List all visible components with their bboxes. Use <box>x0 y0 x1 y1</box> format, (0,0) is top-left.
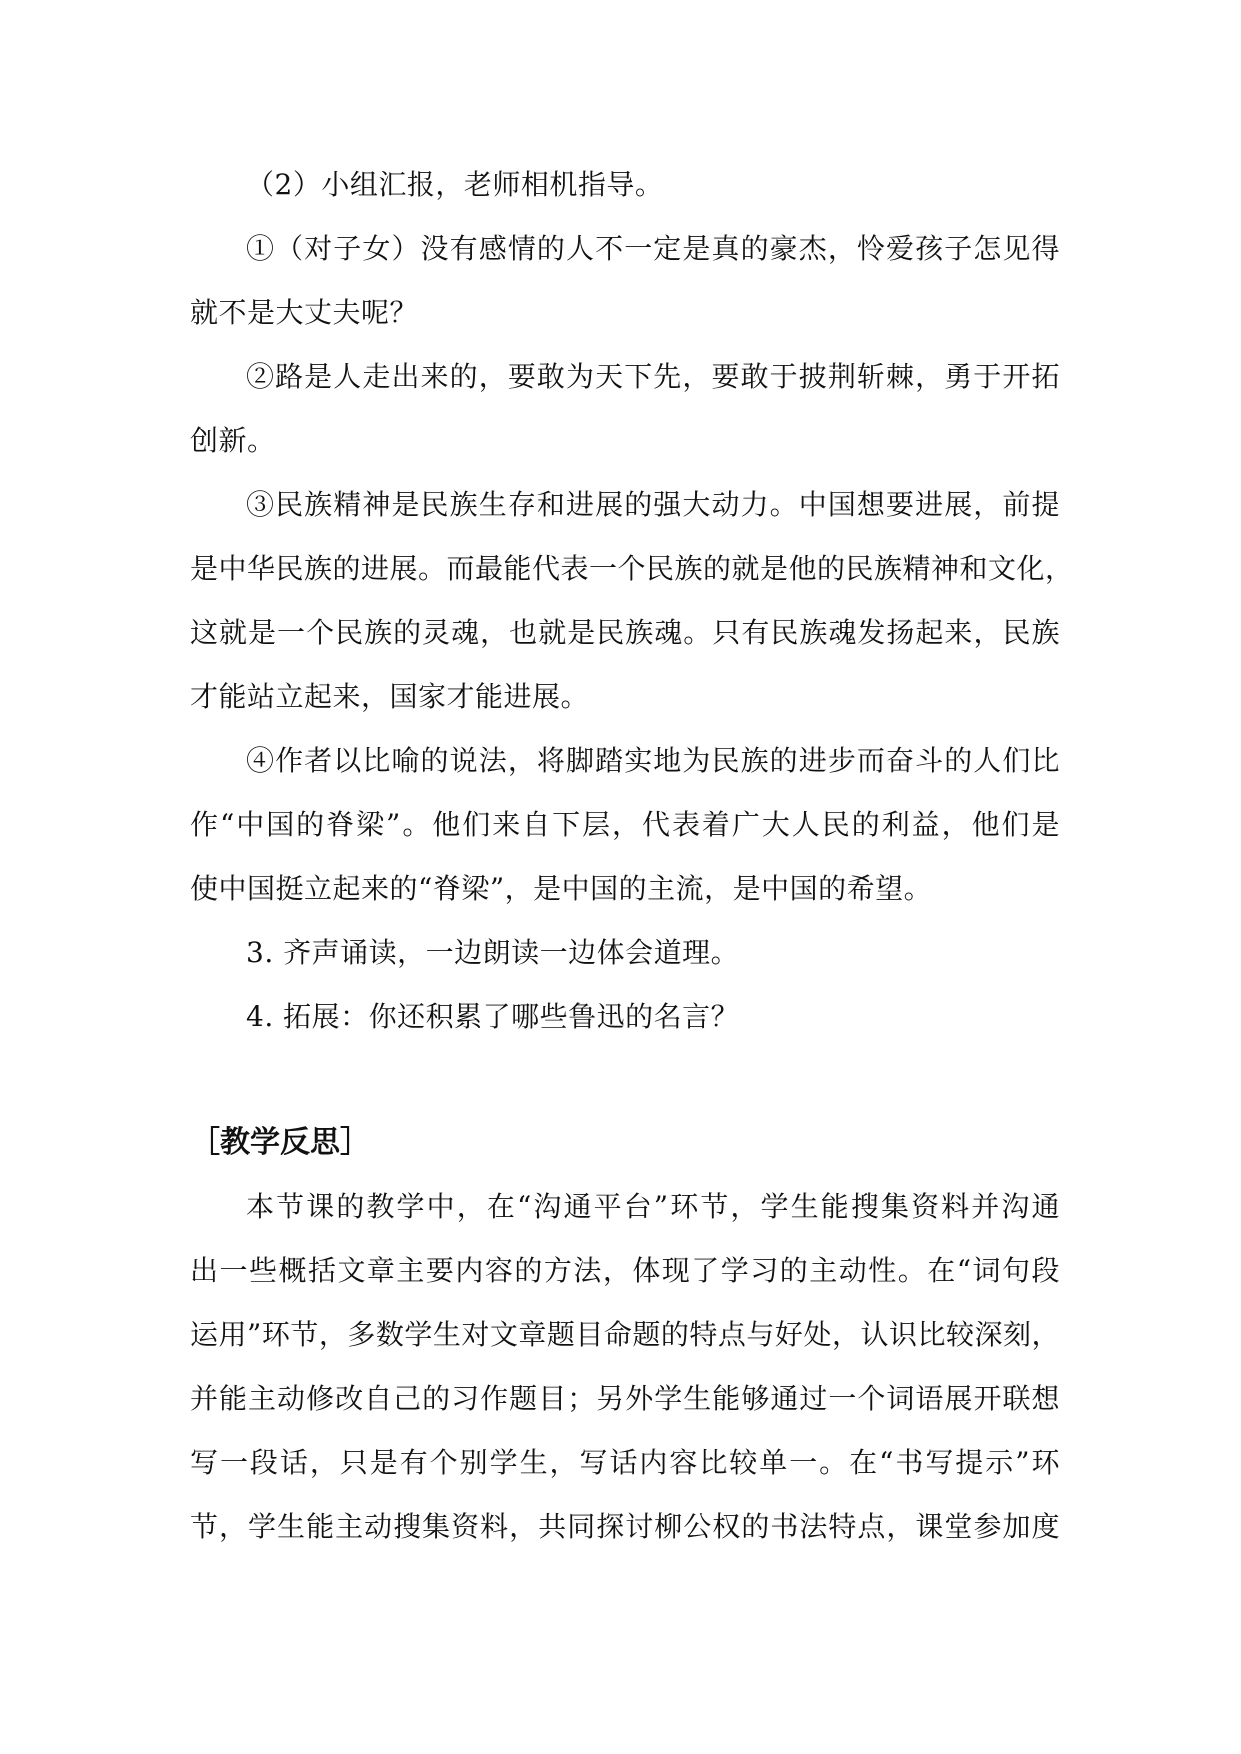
text-line-point-4: ④作者以比喻的说法，将脚踏实地为民族的进步而奋斗的人们比 <box>246 744 1060 777</box>
reflection-line-6: 节，学生能主动搜集资料，共同探讨柳公权的书法特点，课堂参加度 <box>190 1510 1060 1543</box>
text-line-point-3: ③民族精神是民族生存和进展的强大动力。中国想要进展，前提 <box>246 488 1060 521</box>
reflection-line-5: 写一段话，只是有个别学生，写话内容比较单一。在“书写提示”环 <box>190 1446 1060 1479</box>
text-line-point-4-cont-2: 使中国挺立起来的“脊梁”，是中国的主流，是中国的希望。 <box>190 872 933 905</box>
text-line-point-1: ①（对子女）没有感情的人不一定是真的豪杰，怜爱孩子怎见得 <box>246 232 1060 265</box>
text-line-point-3-cont-3: 才能站立起来，国家才能进展。 <box>190 680 590 713</box>
text-line-point-3-cont-1: 是中华民族的进展。而最能代表一个民族的就是他的民族精神和文化， <box>190 552 1074 585</box>
section-heading-reflection: ［教学反思］ <box>190 1125 370 1160</box>
text-line-step-3: 3. 齐声诵读，一边朗读一边体会道理。 <box>246 936 740 969</box>
text-line-group-report: （2）小组汇报，老师相机指导。 <box>246 168 664 201</box>
text-line-step-4: 4. 拓展：你还积累了哪些鲁迅的名言？ <box>246 1000 740 1033</box>
text-line-point-2: ②路是人走出来的，要敢为天下先，要敢于披荆斩棘，勇于开拓 <box>246 360 1060 393</box>
text-line-point-2-cont: 创新。 <box>190 424 276 457</box>
text-line-point-1-cont: 就不是大丈夫呢？ <box>190 296 419 329</box>
text-line-point-4-cont-1: 作“中国的脊梁”。他们来自下层，代表着广大人民的利益，他们是 <box>190 808 1060 841</box>
text-line-point-3-cont-2: 这就是一个民族的灵魂，也就是民族魂。只有民族魂发扬起来，民族 <box>190 616 1060 649</box>
reflection-line-3: 运用”环节，多数学生对文章题目命题的特点与好处，认识比较深刻， <box>190 1318 1060 1351</box>
reflection-line-2: 出一些概括文章主要内容的方法，体现了学习的主动性。在“词句段 <box>190 1254 1060 1287</box>
reflection-line-4: 并能主动修改自己的习作题目；另外学生能够通过一个词语展开联想 <box>190 1382 1060 1415</box>
reflection-line-1: 本节课的教学中，在“沟通平台”环节，学生能搜集资料并沟通 <box>246 1190 1060 1223</box>
